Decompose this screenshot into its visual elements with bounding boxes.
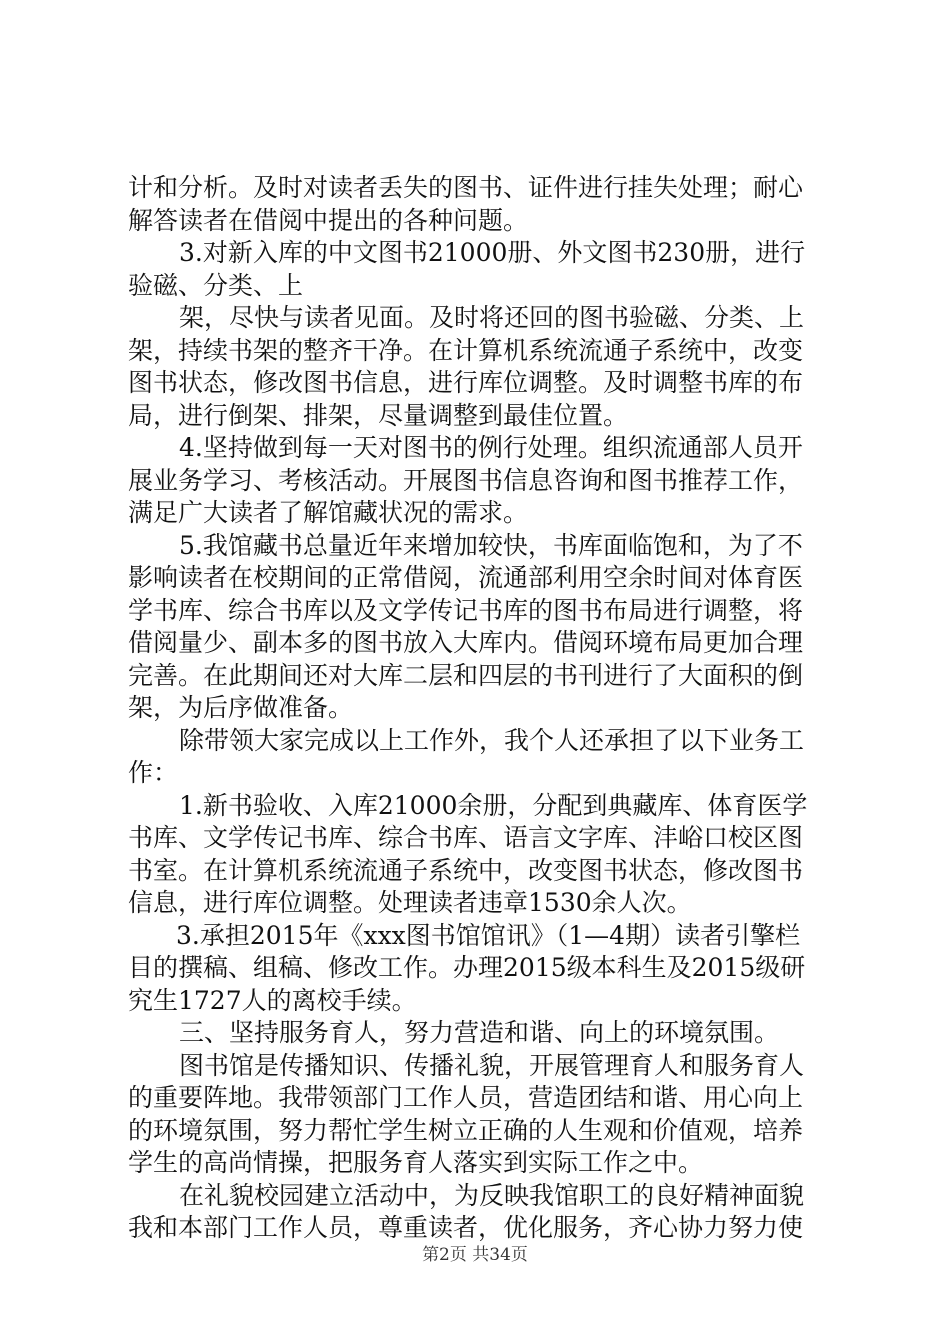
text-line: 解答读者在借阅中提出的各种问题。 [128,205,529,235]
text-line: 我和本部门工作人员，尊重读者，优化服务，齐心协力努力使 [128,1213,804,1242]
text-line: 局，进行倒架、排架，尽量调整到最佳位置。 [128,400,629,430]
text-line: 图书状态，修改图书信息，进行库位调整。及时调整书库的布 [128,368,804,397]
text-line: 完善。在此期间还对大库二层和四层的书刊进行了大面积的倒 [128,660,804,690]
section-heading: 三、坚持服务育人，努力营造和谐、向上的环境氛围。 [179,1018,780,1047]
page-number: 第2页 共34页 [422,1245,528,1265]
text-line: 究生1727人的离校手续。 [128,985,417,1015]
text-line: 学生的高尚情操，把服务育人落实到实际工作之中。 [128,1148,704,1177]
text-line: 书室。在计算机系统流通子系统中，改变图书状态，修改图书 [128,855,804,885]
text-line: 验磁、分类、上 [128,270,304,300]
text-line: 4.坚持做到每一天对图书的例行处理。组织流通部人员开 [179,433,803,462]
text-line: 5.我馆藏书总量近年来增加较快，书库面临饱和，为了不 [179,530,803,560]
text-line: 的环境氛围，努力帮忙学生树立正确的人生观和价值观，培养 [128,1115,804,1145]
text-line: 的重要阵地。我带领部门工作人员，营造团结和谐、用心向上 [128,1083,804,1112]
page-footer [0,1240,950,1265]
text-line: 影响读者在校期间的正常借阅，流通部利用空余时间对体育医 [128,563,804,592]
text-line: 架，为后序做准备。 [128,693,354,722]
text-line: 书库、文学传记书库、综合书库、语言文字库、沣峪口校区图 [128,823,804,852]
text-line: 展业务学习、考核活动。开展图书信息咨询和图书推荐工作， [128,465,804,495]
text-line: 计和分析。及时对读者丢失的图书、证件进行挂失处理；耐心 [128,173,804,202]
text-line: 除带领大家完成以上工作外，我个人还承担了以下业务工 [179,725,805,755]
text-line: 3.对新入库的中文图书21000册、外文图书230册，进行 [179,238,806,267]
text-line: 目的撰稿、组稿、修改工作。办理2015级本科生及2015级研 [128,953,806,982]
text-line: 图书馆是传播知识、传播礼貌，开展管理育人和服务育人 [179,1050,805,1080]
text-line: 在礼貌校园建立活动中，为反映我馆职工的良好精神面貌 [179,1180,805,1210]
text-line: 3.承担2015年《xxx图书馆馆讯》（1—4期）读者引擎栏 [176,920,801,950]
text-line: 借阅量少、副本多的图书放入大库内。借阅环境布局更加合理 [128,628,804,657]
text-line: 满足广大读者了解馆藏状况的需求。 [128,498,529,527]
text-line: 信息，进行库位调整。处理读者违章1530余人次。 [128,888,692,917]
text-line: 1.新书验收、入库21000余册，分配到典藏库、体育医学 [179,790,808,820]
text-line: 学书库、综合书库以及文学传记书库的图书布局进行调整，将 [128,595,804,625]
text-line: 作： [128,758,179,787]
text-line: 架，持续书架的整齐干净。在计算机系统流通子系统中，改变 [128,335,804,365]
document-body [128,172,834,1245]
text-line: 架，尽快与读者见面。及时将还回的图书验磁、分类、上 [179,303,805,332]
